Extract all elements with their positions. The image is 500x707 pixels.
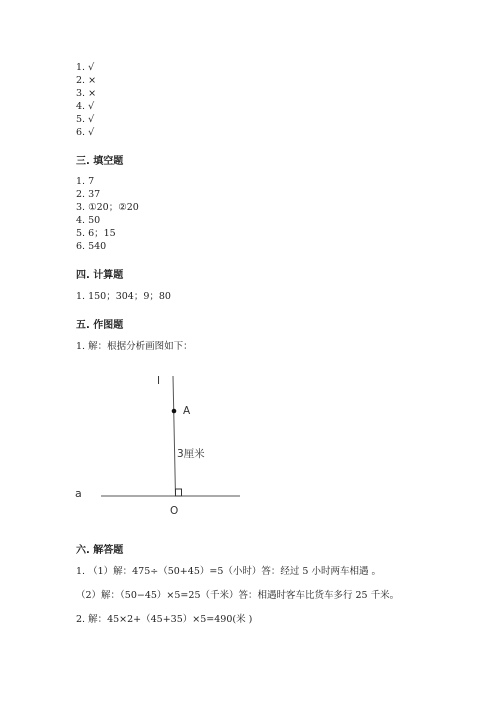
answer-line: 1. √ bbox=[76, 62, 95, 73]
answer-line: 4. √ bbox=[76, 101, 95, 112]
answer-line: 3. × bbox=[76, 88, 97, 99]
answer-line: 4. 50 bbox=[76, 215, 101, 226]
answer-line: 5. √ bbox=[76, 114, 95, 125]
section-heading: 五. 作图题 bbox=[76, 320, 124, 331]
section-heading: 四. 计算题 bbox=[76, 270, 124, 281]
perpendicular-line-l bbox=[173, 376, 176, 496]
label-o: O bbox=[170, 505, 179, 517]
section-heading: 六. 解答题 bbox=[76, 545, 124, 556]
answer-line: 3. ①20；②20 bbox=[76, 202, 139, 213]
section-heading: 三. 填空题 bbox=[76, 156, 124, 167]
answer-line: 5. 6；15 bbox=[76, 228, 116, 239]
answer-line: 2. 37 bbox=[76, 189, 101, 200]
answer-line: 6. 540 bbox=[76, 241, 107, 252]
answer-line: 1. 7 bbox=[76, 176, 95, 187]
label-a: a bbox=[75, 487, 82, 500]
answer-line: 6. √ bbox=[76, 127, 95, 138]
label-length: 3厘米 bbox=[177, 448, 205, 460]
right-angle-marker bbox=[176, 489, 182, 496]
answer-line: 1. 解：根据分析画图如下： bbox=[76, 341, 193, 352]
label-l: l bbox=[157, 374, 161, 387]
point-a bbox=[172, 409, 177, 414]
label-point-a: A bbox=[183, 405, 191, 417]
answer-line: 2. × bbox=[76, 75, 97, 86]
answer-line: 1. （1）解：475÷（50+45）=5（小时）答：经过 5 小时两车相遇 。 bbox=[76, 566, 381, 577]
answer-line: 1. 150；304；9；80 bbox=[76, 291, 171, 302]
answer-line: （2）解：（50−45）×5=25（千米）答：相遇时客车比货车多行 25 千米。 bbox=[76, 590, 400, 601]
answer-line: 2. 解：45×2+（45+35）×5=490(米 ) bbox=[76, 614, 253, 625]
